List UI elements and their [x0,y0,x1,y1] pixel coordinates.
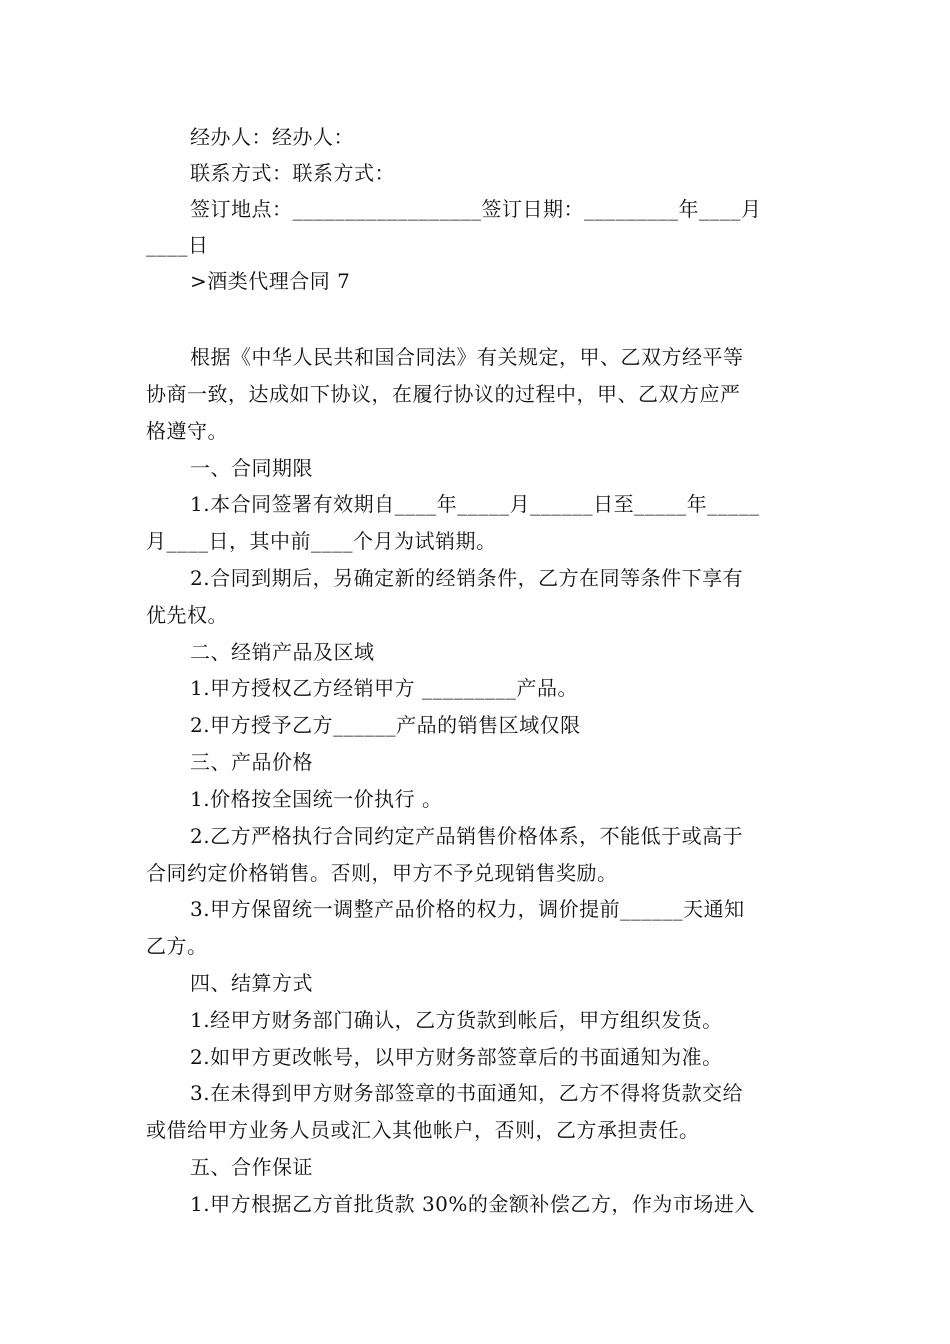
section-heading-guarantee: 五、合作保证 [190,1155,313,1179]
clause-line: 2.合同到期后，另确定新的经销条件，乙方在同等条件下享有 [190,566,744,590]
section-heading-products: 二、经销产品及区域 [190,640,375,664]
section-heading-price: 三、产品价格 [190,750,313,774]
signing-place-date-line: 签订地点：__________________签订日期：_________年____月 [190,197,762,221]
intro-paragraph-line: 根据《中华人民共和国合同法》有关规定，甲、乙双方经平等 [190,345,744,369]
clause-line: 1.甲方根据乙方首批货款 30%的金额补偿乙方，作为市场进入 [190,1192,755,1216]
clause-line: 或借给甲方业务人员或汇入其他帐户，否则，乙方承担责任。 [146,1118,700,1142]
contract-heading: >酒类代理合同 7 [190,269,351,293]
intro-paragraph-line: 格遵守。 [146,419,228,443]
clause-line: 2.甲方授予乙方______产品的销售区域仅限 [190,713,581,737]
handler-line: 经办人：经办人： [190,125,354,149]
section-heading-term: 一、合同期限 [190,456,313,480]
section-heading-settlement: 四、结算方式 [190,971,313,995]
clause-line: 合同约定价格销售。否则，甲方不予兑现销售奖励。 [146,861,618,885]
clause-line: 1.价格按全国统一价执行 。 [190,787,443,811]
clause-line: 1.甲方授权乙方经销甲方 _________产品。 [190,676,578,700]
clause-line: 1.本合同签署有效期自____年_____月______日至_____年_____ [190,492,760,516]
signing-date-day-line: ____日 [146,233,209,257]
intro-paragraph-line: 协商一致，达成如下协议，在履行协议的过程中，甲、乙双方应严 [146,382,741,406]
clause-line: 3.甲方保留统一调整产品价格的权力，调价提前______天通知 [190,897,745,921]
clause-line: 2.如甲方更改帐号，以甲方财务部签章后的书面通知为准。 [190,1045,723,1069]
clause-line: 月____日，其中前____个月为试销期。 [146,529,497,553]
clause-line: 1.经甲方财务部门确认，乙方货款到帐后，甲方组织发货。 [190,1008,723,1032]
contact-line: 联系方式：联系方式： [190,161,395,185]
clause-line: 优先权。 [146,603,228,627]
clause-line: 2.乙方严格执行合同约定产品销售价格体系，不能低于或高于 [190,824,744,848]
clause-line: 乙方。 [146,934,208,958]
clause-line: 3.在未得到甲方财务部签章的书面通知，乙方不得将货款交给 [190,1081,744,1105]
